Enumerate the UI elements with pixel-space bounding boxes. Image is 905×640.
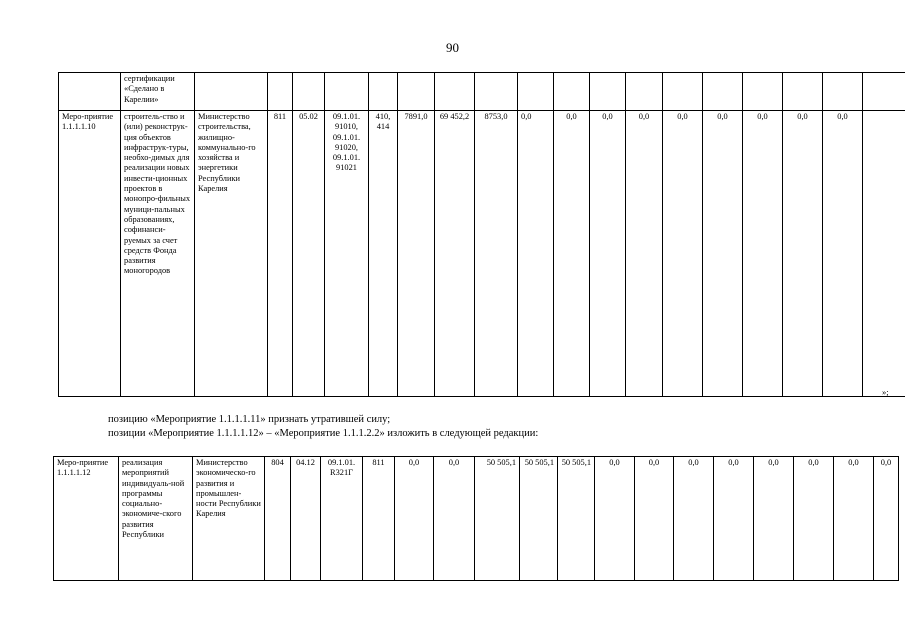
value-cell: 0,0 — [703, 111, 743, 397]
value-cell: 0,0 — [663, 111, 703, 397]
rzpr-cell: 04.12 — [291, 457, 321, 581]
executor-cell: Министерство строительства, жилищно-коммунально-го хозяйства и энергетики Республики Карелия — [195, 111, 268, 397]
value-cell: 50 505,1 — [475, 457, 520, 581]
vr-cell: 811 — [363, 457, 395, 581]
value-cell: 0,0 — [434, 457, 475, 581]
value-cell: 0,0 — [518, 111, 554, 397]
instruction-line-2: позиции «Мероприятие 1.1.1.1.12» – «Мероприятие 1.1.1.2.2» изложить в следующей редакции: — [108, 428, 539, 439]
page-number: 90 — [446, 40, 459, 55]
table-cell — [59, 73, 121, 111]
rzpr-cell: 05.02 — [293, 111, 325, 397]
value-cell: 0,0 — [874, 457, 899, 581]
table-row — [59, 73, 905, 111]
value-cell: 0,0 — [554, 111, 590, 397]
budget-table-new — [53, 456, 899, 581]
table-row — [59, 111, 905, 397]
value-cell: 7891,0 — [398, 111, 435, 397]
description-cell: строитель-ство и (или) реконструк-ция объектов инфраструк-туры, необхо-димых для реализации новых инвести-ционных проектов в монопро-фильных муници-пальных образованиях, софинанси-руемых за счет средств Фонда развития моногородов — [121, 111, 195, 397]
csr-cell: 09.1.01. R321Г — [321, 457, 363, 581]
closing-quote-mark: »; — [882, 387, 889, 397]
description-cell: сертификации «Сделано в Карелии» — [121, 73, 195, 111]
value-cell: 0,0 — [794, 457, 834, 581]
description-cell: реализация мероприятий индивидуаль-ной программы социально-экономиче-ского развития Республики — [119, 457, 193, 581]
value-cell: 0,0 — [635, 457, 674, 581]
value-cell: 8753,0 — [475, 111, 518, 397]
value-cell: 0,0 — [834, 457, 874, 581]
value-cell: 0,0 — [714, 457, 754, 581]
executor-cell: Министерство экономическо-го развития и промышлен-ности Республики Карелия — [193, 457, 265, 581]
value-cell: 0,0 — [743, 111, 783, 397]
value-cell: 50 505,1 — [558, 457, 595, 581]
vr-cell: 410, 414 — [369, 111, 398, 397]
value-cell: 0,0 — [395, 457, 434, 581]
grbs-cell: 811 — [268, 111, 293, 397]
value-cell: 0,0 — [595, 457, 635, 581]
csr-cell: 09.1.01. 91010, 09.1.01. 91020, 09.1.01. 91021 — [325, 111, 369, 397]
measure-name-cell: Меро-приятие 1.1.1.1.10 — [59, 111, 121, 397]
value-cell: 0,0 — [823, 111, 863, 397]
grbs-cell: 804 — [265, 457, 291, 581]
table-row — [54, 457, 899, 581]
value-cell: 69 452,2 — [435, 111, 475, 397]
value-cell: 0,0 — [590, 111, 626, 397]
value-cell: 0,0 — [674, 457, 714, 581]
budget-table-continued — [58, 72, 905, 397]
value-cell: 0,0 — [783, 111, 823, 397]
value-cell: 50 505,1 — [520, 457, 558, 581]
instruction-line-1: позицию «Мероприятие 1.1.1.1.11» признать утратившей силу; — [108, 414, 391, 425]
value-cell: 0,0 — [754, 457, 794, 581]
value-cell: 0,0 — [626, 111, 663, 397]
measure-name-cell: Меро-приятие 1.1.1.1.12 — [54, 457, 119, 581]
